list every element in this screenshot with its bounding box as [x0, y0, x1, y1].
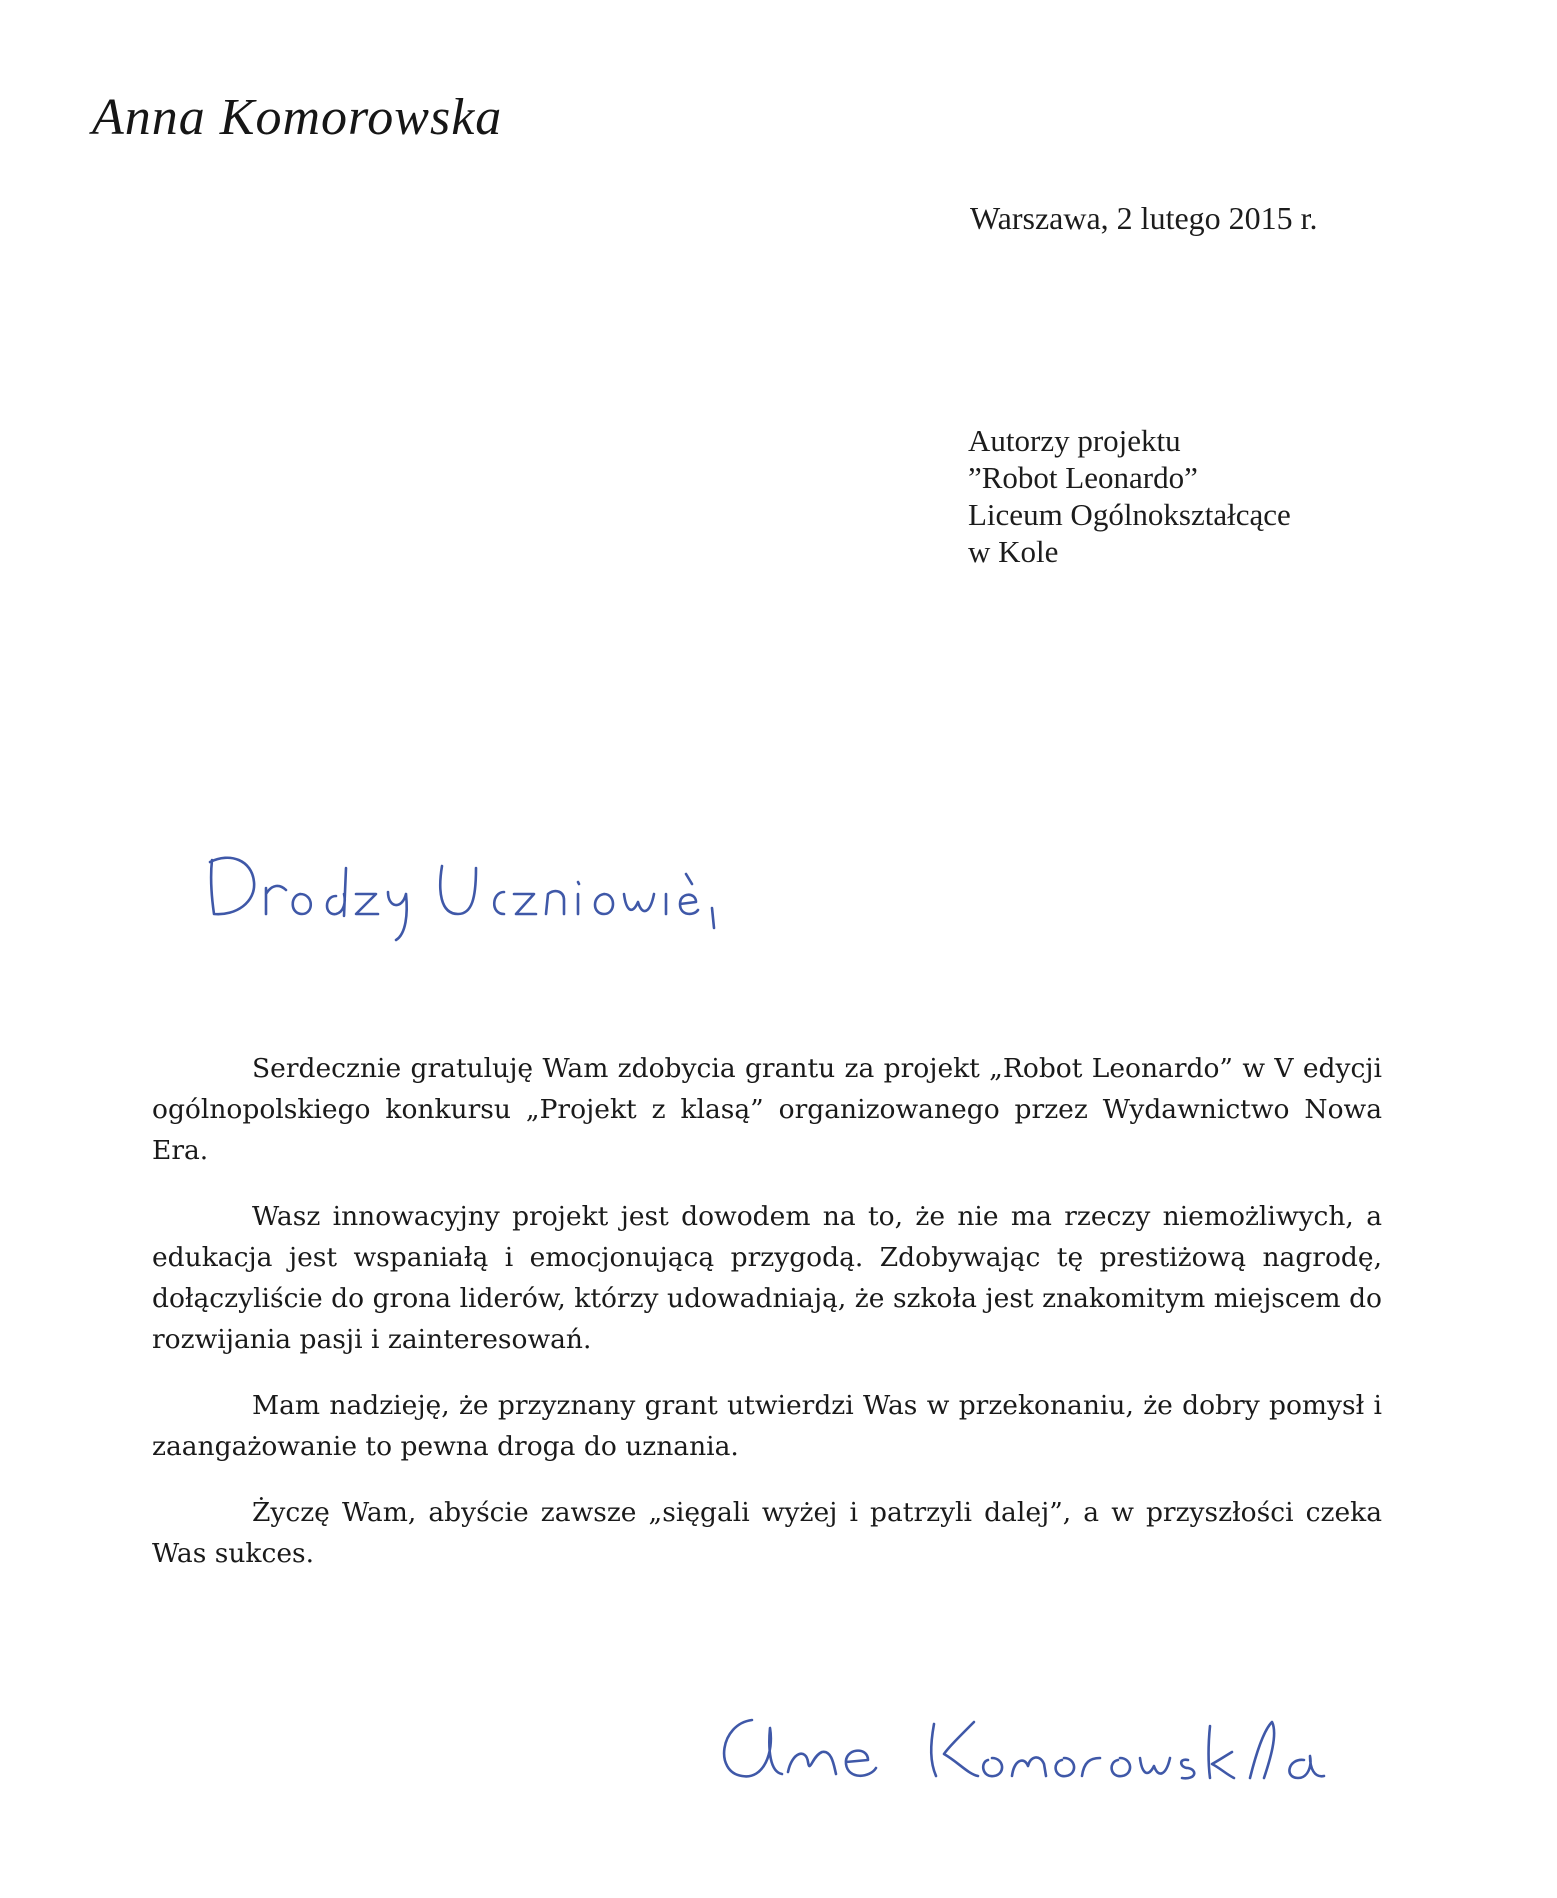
- handwritten-signature-drawing: [712, 1700, 1492, 1790]
- recipient-line: Liceum Ogólnokształcące: [968, 497, 1291, 532]
- letterhead-name: Anna Komorowska: [92, 89, 503, 146]
- body-paragraph: Serdecznie gratuluję Wam zdobycia grantu za projekt „Robot Leonardo” w V edycji ogólnopolskiego konkursu „Projekt z klasą” organizowanego przez Wydawnictwo Nowa Era.: [152, 1053, 1382, 1166]
- handwritten-salutation: [200, 838, 800, 938]
- letter-body: [152, 1048, 1382, 1599]
- body-paragraph: Życzę Wam, abyście zawsze „sięgali wyżej i patrzyli dalej”, a w przyszłości czeka Was sukces.: [152, 1497, 1382, 1569]
- recipient-line: Autorzy projektu: [968, 423, 1181, 458]
- body-paragraph: Mam nadzieję, że przyznany grant utwierdzi Was w przekonaniu, że dobry pomysł i zaangażowanie to pewna droga do uznania.: [152, 1390, 1382, 1462]
- handwritten-signature: [712, 1700, 1492, 1790]
- handwritten-salutation-drawing: [200, 838, 800, 938]
- recipient-line: ”Robot Leonardo”: [968, 460, 1198, 495]
- recipient-line: w Kole: [968, 534, 1059, 569]
- letter-date: Warszawa, 2 lutego 2015 r.: [970, 200, 1318, 236]
- recipient-address: [968, 422, 1291, 570]
- body-paragraph: Wasz innowacyjny projekt jest dowodem na to, że nie ma rzeczy niemożliwych, a edukacja jest wspaniałą i emocjonującą przygodą. Zdobywając tę prestiżową nagrodę, dołączyliście do grona liderów, którzy udowadniają, że szkoła jest znakomitym miejscem do rozwijania pasji i zainteresowań.: [152, 1201, 1382, 1355]
